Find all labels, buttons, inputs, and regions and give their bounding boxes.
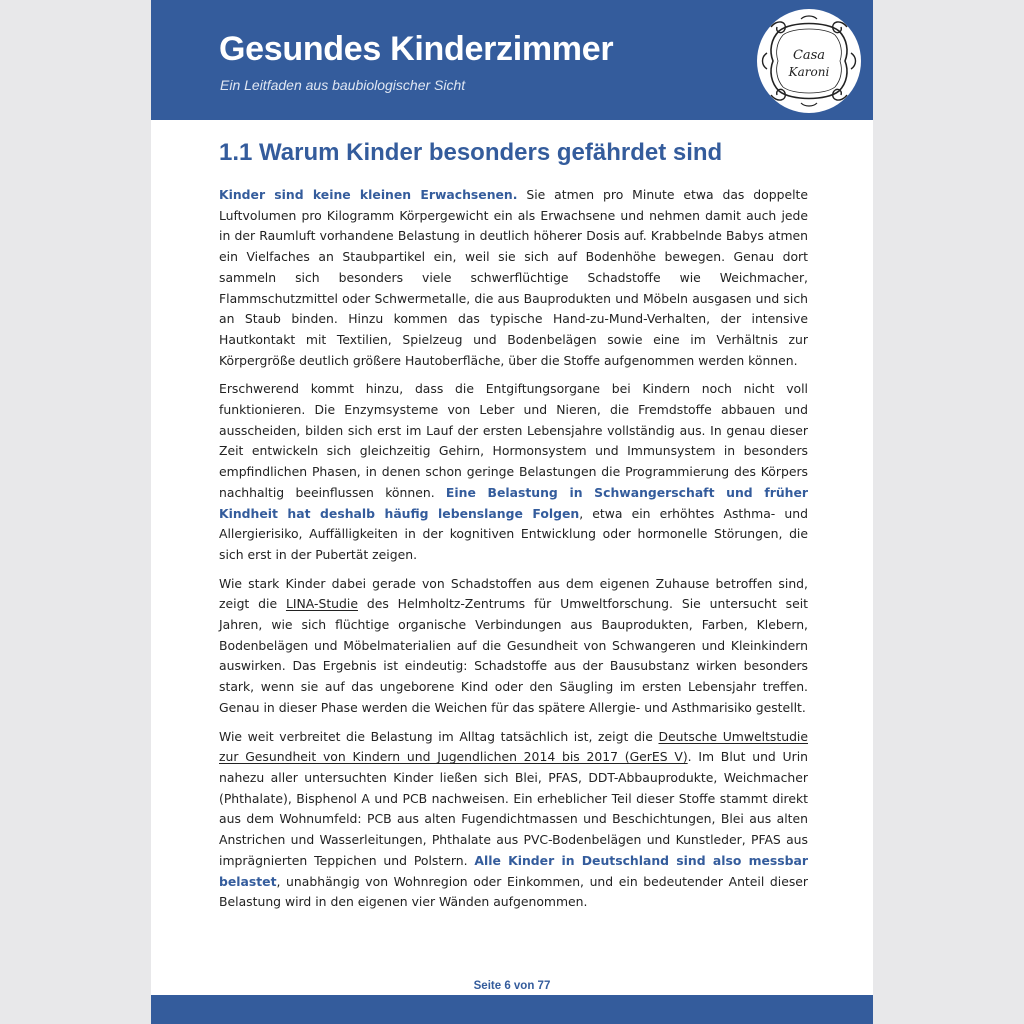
main-content (219, 135, 808, 921)
paragraph-2-text-1: Erschwerend kommt hinzu, dass die Entgiftungsorgane bei Kindern noch nicht voll funktionieren. Die Enzymsysteme von Leber und Nieren, die Fremdstoffe abbauen und ausscheiden, bilden sich erst im Lauf der ersten Lebensjahre vollständig aus. In genau dieser Zeit entwickeln sich gleichzeitig Gehirn, Hormonsystem und Immunsystem in besonders empfindlichen Phasen, in denen schon geringe Belastungen die Programmierung des Körpers nachhaltig beeinflussen können. (219, 381, 808, 500)
casa-karoni-logo (757, 9, 861, 113)
paragraph-3 (219, 574, 808, 719)
logo-text-casa: Casa (792, 48, 826, 63)
paragraph-1-lead: Kinder sind keine kleinen Erwachsenen. (219, 187, 518, 202)
logo-text-karoni: Karoni (788, 65, 830, 79)
paragraph-2-text-2: , etwa ein erhöhtes Asthma- und Allergierisiko, Auffälligkeiten in der kognitiven Entwicklung oder hormonelle Störungen, die sich erst in der Pubertät zeigen. (219, 505, 808, 562)
geres-v-link[interactable]: Deutsche Umweltstudie zur Gesundheit von Kindern und Jugendlichen 2014 bis 2017 (GerES V) (219, 728, 808, 765)
paragraph-4-text-3: , unabhängig von Wohnregion oder Einkommen, und ein bedeutender Anteil dieser Belastung wird in den eigenen vier Wänden aufgenommen. (219, 873, 808, 910)
paragraph-4-highlight: Alle Kinder in Deutschland sind also messbar belastet (219, 852, 808, 889)
paragraph-1 (219, 185, 808, 371)
paragraph-2 (219, 379, 808, 565)
section-heading: 1.1 Warum Kinder besonders gefährdet sind (219, 139, 723, 166)
paragraph-4 (219, 727, 808, 913)
paragraph-1-text: Sie atmen pro Minute etwa das doppelte Luftvolumen pro Kilogramm Körpergewicht ein als Erwachsene und nehmen damit auch jede in der Raumluft vorhandene Belastung in deutlich höherer Dosis auf. Krabbelnde Babys atmen ein Vielfaches an Staubpartikel ein, weil sie sich auf Bodenhöhe bewegen. Genau dort sammeln sich besonders viele schwerflüchtige Schadstoffe wie Weichmacher, Flammschutzmittel oder Schwermetalle, die aus Bauprodukten und Möbeln ausgasen und sich an Staub binden. Hinzu kommen das typische Hand-zu-Mund-Verhalten, der intensive Hautkontakt mit Textilien, Spielzeug und Bodenbelägen sowie eine im Verhältnis zur Körpergröße deutlich größere Hautoberfläche, über die Stoffe aufgenommen werden können. (219, 187, 808, 368)
ornate-frame-icon (757, 9, 861, 113)
paragraph-2-highlight: Eine Belastung in Schwangerschaft und früher Kindheit hat deshalb häufig lebenslange Folgen (219, 484, 808, 521)
lina-studie-link[interactable]: LINA-Studie (285, 596, 358, 612)
page-footer-bar (151, 995, 873, 1024)
paragraph-4-text-2: . Im Blut und Urin nahezu aller untersuchten Kinder ließen sich Blei, PFAS, DDT-Abbauprodukte, Weichmacher (Phthalate), Bisphenol A und PCB nachweisen. Ein erheblicher Teil dieser Stoffe stammt direkt aus dem Wohnumfeld: PCB aus alten Fugendichtmassen und Beschichtungen, Blei aus alten Anstrichen und Wasserleitungen, Phthalate aus PVC-Bodenbelägen und Kunstleder, PFAS aus imprägnierten Teppichen und Polstern. (219, 749, 808, 868)
page-number: Seite 6 von 77 (473, 980, 551, 992)
paragraph-3-text-1: Wie stark Kinder dabei gerade von Schadstoffen aus dem eigenen Zuhause betroffen sind, zeigt die (219, 575, 808, 612)
paragraph-4-text-1: Wie weit verbreitet die Belastung im Alltag tatsächlich ist, zeigt die (219, 728, 659, 744)
paragraph-3-text-2: des Helmholtz-Zentrums für Umweltforschung. Sie untersucht seit Jahren, wie sich flüchtige organische Verbindungen aus Bauprodukten, Farben, Klebern, Bodenbelägen und Möbelmaterialien auf die Gesundheit von Schwangeren und Kleinkindern auswirken. Das Ergebnis ist eindeutig: Schadstoffe aus der Bausubstanz wirken besonders stark, wenn sie auf das ungeborene Kind oder den Säugling im ersten Lebensjahr treffen. Genau in dieser Phase werden die Weichen für das spätere Allergie- und Asthmarisiko gestellt. (219, 596, 808, 715)
page-header (151, 0, 873, 120)
document-page (151, 0, 873, 1024)
document-title: Gesundes Kinderzimmer (219, 30, 614, 68)
document-subtitle: Ein Leitfaden aus baubiologischer Sicht (220, 77, 466, 93)
